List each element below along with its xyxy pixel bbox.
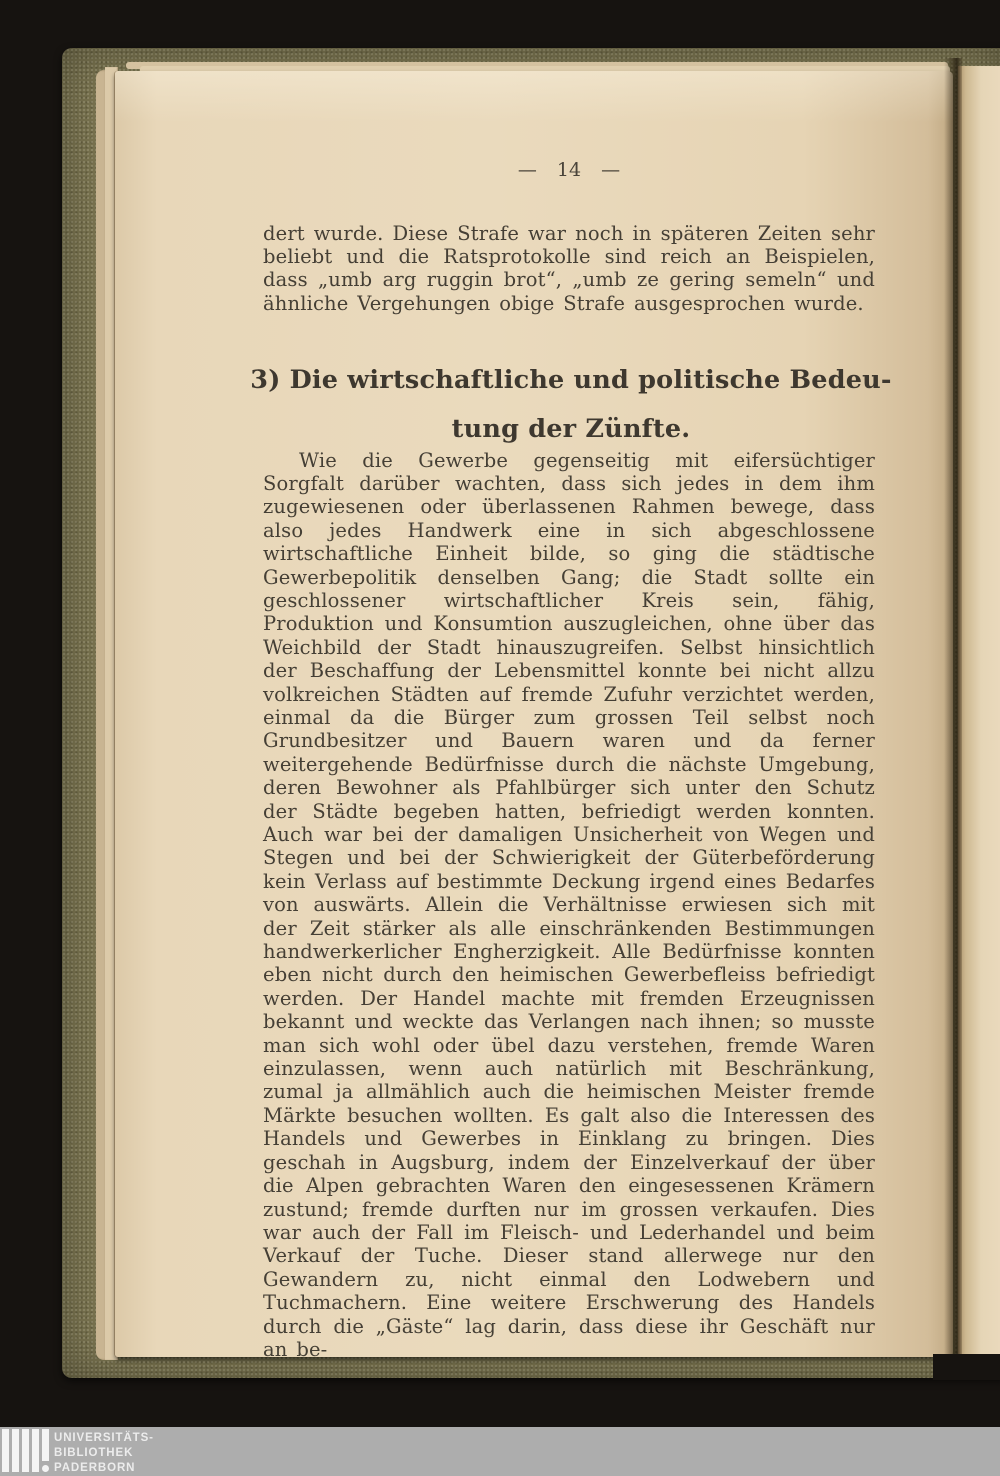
logo-bar	[12, 1429, 19, 1472]
adjacent-page-edge	[958, 66, 1000, 1358]
library-name-line2: BIBLIOTHEK	[54, 1447, 134, 1459]
library-name-line1: UNIVERSITÄTS-	[54, 1432, 154, 1444]
section-heading-line1: 3) Die wirtschaftliche und politische Bedeu-	[250, 365, 892, 396]
logo-bar	[42, 1429, 49, 1461]
logo-bar	[2, 1429, 9, 1472]
paragraph-main: Wie die Gewerbe gegenseitig mit eifersüchtiger Sorgfalt darüber wachten, dass sich jedes in dem ihm zugewiesenen oder überlassenen Rahmen bewege, dass also jedes Handwerk eine in sich abgeschlossene wirtschaftliche Einheit bilde, so ging die städtische Gewerbepolitik denselben Gang; die Stadt sollte ein geschlossener wirtschaftlicher Kreis sein, fähig, Produktion und Konsumtion auszugleichen, ohne über das Weichbild der Stadt hinauszugreifen. Selbst hinsichtlich der Beschaffung der Lebensmittel konnte bei nicht allzu volkreichen Städten auf fremde Zufuhr verzichtet werden, einmal da die Bürger zum grossen Teil selbst noch Grundbesitzer und Bauern waren und da ferner weitergehende Bedürfnisse durch die nächste Umgebung, deren Bewohner als Pfahlbürger sich unter den Schutz der Städte begeben hatten, befriedigt werden konnten. Auch war bei der damaligen Unsicherheit von Wegen und Stegen und bei der Schwierigkeit der Güterbeförderung kein Verlass auf bestimmte Deckung irgend eines Bedarfes von auswärts. Allein die Verhältnisse erwiesen sich mit der Zeit stärker als alle einschränkenden Bestimmungen handwerkerlicher Engherzigkeit. Alle Bedürfnisse konnten eben nicht durch den heimischen Gewerbefleiss befriedigt werden. Der Handel machte mit fremden Erzeugnissen bekannt und weckte das Verlangen nach ihnen; so musste man sich wohl oder übel dazu verstehen, fremde Waren einzulassen, wenn auch natürlich mit Beschränkung, zumal ja allmählich auch die heimischen Meister fremde Märkte besuchen wollten. Es galt also die Interessen des Handels und Gewerbes in Einklang zu bringen. Dies geschah in Augsburg, indem der Einzelverkauf der über die Alpen gebrachten Waren den eingesessenen Krämern zustund; fremde durften nur im grossen verkaufen. Dies war auch der Fall im Fleisch- und Lederhandel und beim Verkauf der Tuche. Dieser stand allerwege nur den Gewandern zu, nicht einmal den Lodwebern und Tuchmachern. Eine weitere Erschwerung des Handels durch die „Gäste“ lag darin, dass diese ihr Geschäft nur an be-	[263, 448, 875, 1361]
logo-bar	[32, 1429, 39, 1472]
section-heading	[115, 356, 1000, 454]
logo-bar	[22, 1429, 29, 1472]
book-gutter-shadow	[944, 58, 962, 1360]
section-heading-line2: tung der Zünfte.	[451, 414, 691, 445]
library-name-line3: PADERBORN	[54, 1462, 136, 1474]
shadow-corner	[933, 1354, 1000, 1380]
library-watermark-banner	[0, 1427, 1000, 1476]
logo-dot	[42, 1465, 49, 1472]
paragraph-continuation: dert wurde. Diese Strafe war noch in späteren Zeiten sehr beliebt und die Ratsprotokolle sind reich an Beispielen, dass „umb arg ruggin brot“, „umb ze gering semeln“ und ähnliche Vergehungen obige Strafe ausgesprochen wurde.	[263, 221, 875, 315]
page-number: — 14 —	[517, 159, 621, 181]
book-page	[115, 71, 953, 1361]
barcode-logo-icon	[2, 1429, 54, 1474]
library-name	[54, 1431, 154, 1476]
